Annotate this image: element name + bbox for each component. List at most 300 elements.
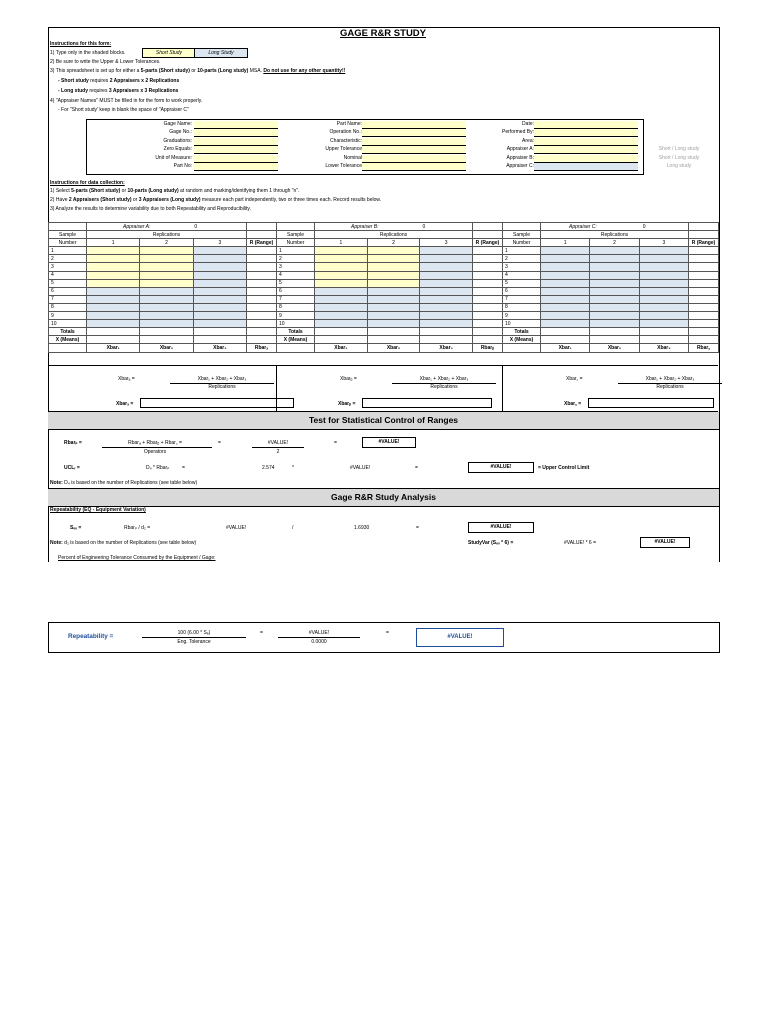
measurement-cell[interactable] [87,263,140,271]
measurement-cell[interactable] [420,255,473,263]
table-row [49,312,277,320]
measurement-cell[interactable] [367,279,420,287]
sample-number: 4 [277,271,315,279]
info-field-col1-3[interactable] [194,146,278,154]
table-row [503,255,719,263]
study-type-note-1: Short / Long study [658,154,700,161]
measurement-cell[interactable] [590,320,639,328]
range-cell [247,320,277,328]
means-label: X (Means) [277,336,315,344]
measurement-cell[interactable] [315,320,368,328]
measurement-cell[interactable] [87,320,140,328]
measurement-cell[interactable] [639,279,688,287]
info-field-col3-2[interactable] [534,138,638,146]
info-field-col3-4[interactable] [534,155,638,163]
rbar-formula-numerator: Rbarₐ + Rbarᵦ + Rbar꜀ = [128,440,182,446]
rbar-equals-1: = [218,440,221,446]
table-row [503,279,719,287]
xbar-label: Rbarₐ [247,344,277,352]
info-label-col2-4: Nominal [343,154,362,161]
measurement-cell[interactable] [541,263,590,271]
dc-line-2-post: measure each part independently, two or three times each. Record results below. [200,197,382,203]
info-field-col2-0[interactable] [362,121,466,129]
measurement-cell[interactable] [193,312,246,320]
xbar-label: Xbar₁ [315,344,368,352]
info-label-col2-2: Characteristic: [330,137,362,144]
sample-number: 6 [503,287,541,295]
rbar-formula-denominator: Operators [143,449,167,455]
xbar-formula-denominator: Replications [430,384,458,390]
total-cell [639,328,688,336]
mean-cell [247,336,277,344]
info-field-col3-0[interactable] [534,121,638,129]
measurement-cell[interactable] [140,287,193,295]
ranges-section-title: Test for Statistical Control of Ranges [48,412,719,430]
measurement-cell[interactable] [367,271,420,279]
table-row [503,287,719,295]
measurement-cell[interactable] [367,255,420,263]
short-study-legend: Short Study [142,48,196,58]
measurement-cell[interactable] [541,255,590,263]
measurement-cell[interactable] [140,263,193,271]
info-field-col2-5[interactable] [362,163,466,171]
measurement-cell[interactable] [87,312,140,320]
measurement-cell[interactable] [420,263,473,271]
range-cell [472,263,502,271]
range-cell [472,312,502,320]
appraiser-c-table [502,222,719,353]
info-field-col1-5[interactable] [194,163,278,171]
measurement-cell[interactable] [315,312,368,320]
repeatability-equals-1: = [260,630,263,636]
instruction-line-3-post: MSA. [248,68,264,74]
info-label-col1-3: Zero Equals: [163,146,192,153]
info-field-col2-2[interactable] [362,138,466,146]
mean-cell [367,336,420,344]
sample-number: 1 [503,247,541,255]
measurement-cell[interactable] [140,295,193,303]
instruction-line-3-short: 5-parts (Short study) [140,68,190,74]
measurement-cell[interactable] [420,247,473,255]
appraiser-header [87,223,247,231]
measurement-cell[interactable] [639,247,688,255]
measurement-cell[interactable] [639,271,688,279]
percent-tolerance-text: Percent of Engineering Tolerance Consumed by the Equipment / Gage: [58,555,216,561]
measurement-cell[interactable] [140,320,193,328]
long-study-legend: Long Study [194,48,248,58]
xbar-result-label: Xbarᵦ = [338,401,356,407]
range-cell [247,287,277,295]
table-row [503,320,719,328]
info-label-col3-2: Area: [522,137,534,144]
measurement-cell[interactable] [420,271,473,279]
measurement-cell[interactable] [193,271,246,279]
info-field-col2-4[interactable] [362,155,466,163]
sev-formula: Rbarₚ / d₂ = [124,525,151,531]
measurement-cell[interactable] [315,279,368,287]
page-title: GAGE R&R STUDY [339,28,427,39]
replications-header: Replications [87,231,247,239]
appraiser-label: Appraiser A: [123,223,151,230]
rep-3-header: 3 [639,239,688,247]
measurement-cell[interactable] [367,312,420,320]
xbar-result-box [588,398,714,408]
ucl-label: UCLᵣ = [64,465,80,471]
measurement-cell[interactable] [367,247,420,255]
measurement-cell[interactable] [590,312,639,320]
ucl-equals-1: = [182,465,185,471]
sample-number: 7 [49,295,87,303]
measurement-cell[interactable] [193,263,246,271]
measurement-cell[interactable] [420,279,473,287]
info-label-col2-1: Operation No.: [329,129,362,136]
range-header: R (Range) [247,239,277,247]
table-row [277,271,503,279]
sample-number: 1 [49,247,87,255]
sample-number: 9 [277,312,315,320]
measurement-cell[interactable] [590,279,639,287]
ucl-value: #VALUE! [350,465,371,471]
measurement-cell[interactable] [140,279,193,287]
sample-number: 5 [503,279,541,287]
sev-equals: = [416,525,419,531]
sev-divide: / [292,525,294,531]
xbar-result-box [140,398,294,408]
info-field-col1-1[interactable] [194,129,278,137]
sample-number: 3 [49,263,87,271]
total-cell [247,328,277,336]
range-cell [689,320,719,328]
range-cell [472,295,502,303]
repeatability-fraction-bar [142,637,246,638]
measurement-cell[interactable] [193,247,246,255]
number-header: Number [49,239,87,247]
repeatability-heading: Repeatability (EQ - Equipment Variation) [50,507,146,513]
sample-number: 7 [503,295,541,303]
sample-header: Sample [503,231,541,239]
measurement-cell[interactable] [87,255,140,263]
totals-label: Totals [277,328,315,336]
rep-2-header: 2 [590,239,639,247]
range-cell [472,287,502,295]
dc-line-1-pre: 1) Select [50,188,72,194]
measurement-cell[interactable] [541,303,590,311]
measurement-cell[interactable] [140,247,193,255]
xbar-label: Xbar₁ [87,344,140,352]
measurement-cell[interactable] [315,263,368,271]
measurement-cell[interactable] [420,295,473,303]
table-row [277,320,503,328]
dc-line-1-short: 5-parts (Short study) [71,188,121,194]
measurement-cell[interactable] [367,295,420,303]
appraiser-name-value: 0 [642,223,646,230]
measurement-cell[interactable] [87,295,140,303]
instruction-line-3a [58,78,179,84]
measurement-cell[interactable] [541,247,590,255]
measurement-cell[interactable] [315,303,368,311]
sev-label: Sₑᵥ = [70,525,82,531]
info-label-col3-4: Appraiser B: [506,154,534,161]
measurement-cell[interactable] [541,320,590,328]
measurement-cell[interactable] [420,287,473,295]
mean-cell [315,336,368,344]
measurement-cell[interactable] [639,263,688,271]
info-field-col3-3[interactable] [534,146,638,154]
range-cell [247,255,277,263]
sample-number: 1 [277,247,315,255]
xbar-label: Xbar₂ [367,344,420,352]
measurement-cell[interactable] [420,303,473,311]
range-cell [472,279,502,287]
sample-number: 2 [503,255,541,263]
rep-1-header: 1 [315,239,368,247]
sample-number: 8 [503,303,541,311]
info-label-col2-3: Upper Tolerance [325,146,362,153]
sample-number: 2 [277,255,315,263]
instruction-line-3-pre: 3) This spreadsheet is set up for either a [50,68,141,74]
appraiser-b-table [276,222,503,353]
dc-line-2-mid: or [131,197,139,203]
sample-number: 4 [503,271,541,279]
range-cell [247,312,277,320]
mean-cell [689,336,719,344]
range-cell [689,263,719,271]
range-cell [689,287,719,295]
measurement-cell[interactable] [367,287,420,295]
d4-note-label: Note: [50,480,63,486]
long-study-mid: requires [88,88,109,94]
measurement-cell[interactable] [367,320,420,328]
range-header: R (Range) [689,239,719,247]
total-cell [367,328,420,336]
instruction-line-3-mid: or [189,68,198,74]
replications-header: Replications [315,231,473,239]
measurement-cell[interactable] [590,255,639,263]
info-label-col1-0: Gage Name: [163,121,192,127]
sample-number: 9 [503,312,541,320]
table-row [49,271,277,279]
repeatability-numerator: 100 (6.00 * Sₑ) [177,630,211,636]
measurement-cell[interactable] [590,295,639,303]
studyvar-result: #VALUE! [640,537,690,548]
table-row [49,247,277,255]
info-field-col2-1[interactable] [362,129,466,137]
rep-3-header: 3 [420,239,473,247]
xbar-formula-denominator: Replications [656,384,684,390]
table-row [49,287,277,295]
measurement-cell[interactable] [420,320,473,328]
mean-cell [472,336,502,344]
measurement-cell[interactable] [140,312,193,320]
table-row [277,312,503,320]
table-row [503,295,719,303]
info-label-col3-0: Date: [522,121,534,127]
appraiser-header [541,223,689,231]
table-row [49,263,277,271]
table-row [503,263,719,271]
sample-number: 3 [277,263,315,271]
table-row [277,279,503,287]
info-label-col3-3: Appraiser A: [506,146,534,153]
appraiser-a-table [48,222,277,353]
xbar-formula-lhs: Xbar꜀ = [566,376,583,382]
rep-1-header: 1 [87,239,140,247]
sample-number: 5 [277,279,315,287]
measurement-cell[interactable] [367,303,420,311]
study-type-note-2: Long study [666,163,692,169]
measurement-cell[interactable] [140,271,193,279]
sample-header: Sample [277,231,315,239]
mean-cell [639,336,688,344]
measurement-cell[interactable] [590,247,639,255]
range-cell [689,255,719,263]
table-row [503,271,719,279]
measurement-cell[interactable] [590,271,639,279]
table-row [49,279,277,287]
measurement-cell[interactable] [541,312,590,320]
measurement-cell[interactable] [590,263,639,271]
total-cell [689,328,719,336]
info-field-col1-4[interactable] [194,155,278,163]
mean-cell [420,336,473,344]
measurement-cell[interactable] [315,287,368,295]
mean-cell [140,336,193,344]
ucl-times: * [292,465,294,471]
long-study-label: - Long study [58,88,88,94]
measurement-cell[interactable] [639,320,688,328]
range-cell [689,303,719,311]
rbar-value: #VALUE! [267,440,289,446]
total-cell [193,328,246,336]
measurement-cell[interactable] [87,287,140,295]
measurement-cell[interactable] [639,287,688,295]
measurement-cell[interactable] [193,303,246,311]
table-row [503,303,719,311]
measurement-cell[interactable] [590,287,639,295]
rep-3-header: 3 [193,239,246,247]
data-collection-line-3: 3) Analyze the results to determine variability due to both Repeatability and Reproducibility. [50,206,251,212]
repeatability-value-denominator: 0.0000 [311,639,327,645]
sample-number: 8 [49,303,87,311]
info-field-col3-1[interactable] [534,129,638,137]
table-row [277,303,503,311]
table-row [277,295,503,303]
measurement-cell[interactable] [87,271,140,279]
sample-number: 6 [49,287,87,295]
number-header: Number [503,239,541,247]
xbar-formula-lhs: Xbarₐ = [118,376,135,382]
table-row [49,295,277,303]
total-cell [472,328,502,336]
info-field-col1-0[interactable] [194,121,278,129]
measurement-cell[interactable] [193,287,246,295]
measurement-cell[interactable] [367,263,420,271]
long-study-requirement: 3 Appraisers x 3 Replications [108,88,179,94]
measurement-cell[interactable] [639,295,688,303]
range-cell [472,320,502,328]
info-label-col2-0: Part Name: [336,121,362,127]
measurement-cell[interactable] [315,271,368,279]
instruction-line-3-long: 10-parts (Long study) [197,68,249,74]
instruction-line-4a: - For "Short study' keep in blank the space of "Appraiser C" [58,107,189,113]
short-study-requirement: 2 Appraisers x 2 Replications [109,78,180,84]
measurement-cell[interactable] [541,279,590,287]
xbar-formula-numerator: Xbar₁ + Xbar₂ + Xbar₃ [197,376,247,382]
table-row [49,255,277,263]
measurement-cell[interactable] [193,295,246,303]
measurement-cell[interactable] [541,287,590,295]
measurement-cell[interactable] [639,312,688,320]
range-cell [689,295,719,303]
mean-cell [193,336,246,344]
dc-line-1-post: at random and marking/identifying them 1 through "n". [178,188,300,194]
sample-header: Sample [49,231,87,239]
table-row [277,287,503,295]
sample-number: 9 [49,312,87,320]
info-field-col1-2[interactable] [194,138,278,146]
measurement-cell[interactable] [420,312,473,320]
instruction-line-3-warning: Do not use for any other quantity!! [263,68,346,74]
measurement-cell[interactable] [193,279,246,287]
dc-line-1-long: 10-parts (Long study) [127,188,179,194]
total-cell [541,328,590,336]
measurement-cell[interactable] [590,303,639,311]
measurement-cell[interactable] [87,303,140,311]
total-cell [87,328,140,336]
info-field-col3-5[interactable] [534,163,638,171]
measurement-cell[interactable] [193,255,246,263]
info-label-col1-4: Unit of Measure: [155,154,192,161]
range-cell [247,247,277,255]
info-field-col2-3[interactable] [362,146,466,154]
info-label-col2-5: Lower Tolerance [325,163,362,169]
measurement-cell[interactable] [193,320,246,328]
table-row [503,312,719,320]
range-cell [689,247,719,255]
measurement-cell[interactable] [541,295,590,303]
xbar-formula-numerator: Xbar₁ + Xbar₂ + Xbar₃ [645,376,695,382]
measurement-cell[interactable] [315,255,368,263]
xbar-result-label: Xbarₐ = [116,401,134,407]
range-cell [247,263,277,271]
range-cell [472,255,502,263]
measurement-cell[interactable] [315,295,368,303]
measurement-cell[interactable] [639,255,688,263]
measurement-cell[interactable] [315,247,368,255]
range-cell [247,271,277,279]
rbar-equals-2: = [334,440,337,446]
measurement-cell[interactable] [87,279,140,287]
ucl-result: #VALUE! [468,462,534,473]
appraiser-label: Appraiser C: [569,223,597,230]
measurement-cell[interactable] [87,247,140,255]
range-cell [472,247,502,255]
measurement-cell[interactable] [639,303,688,311]
measurement-cell[interactable] [140,255,193,263]
repeatability-value-numerator: #VALUE! [308,630,330,636]
repeatability-value-fraction-bar [278,637,360,638]
table-row [49,320,277,328]
info-label-col3-5: Appraiser C: [506,163,534,169]
measurement-cell[interactable] [541,271,590,279]
appraiser-header [315,223,473,231]
measurement-cell[interactable] [140,303,193,311]
info-label-col1-2: Graduations: [163,137,192,144]
total-cell [140,328,193,336]
table-row [503,247,719,255]
rbar-label: Rbarₚ = [64,440,82,446]
sample-number: 7 [277,295,315,303]
